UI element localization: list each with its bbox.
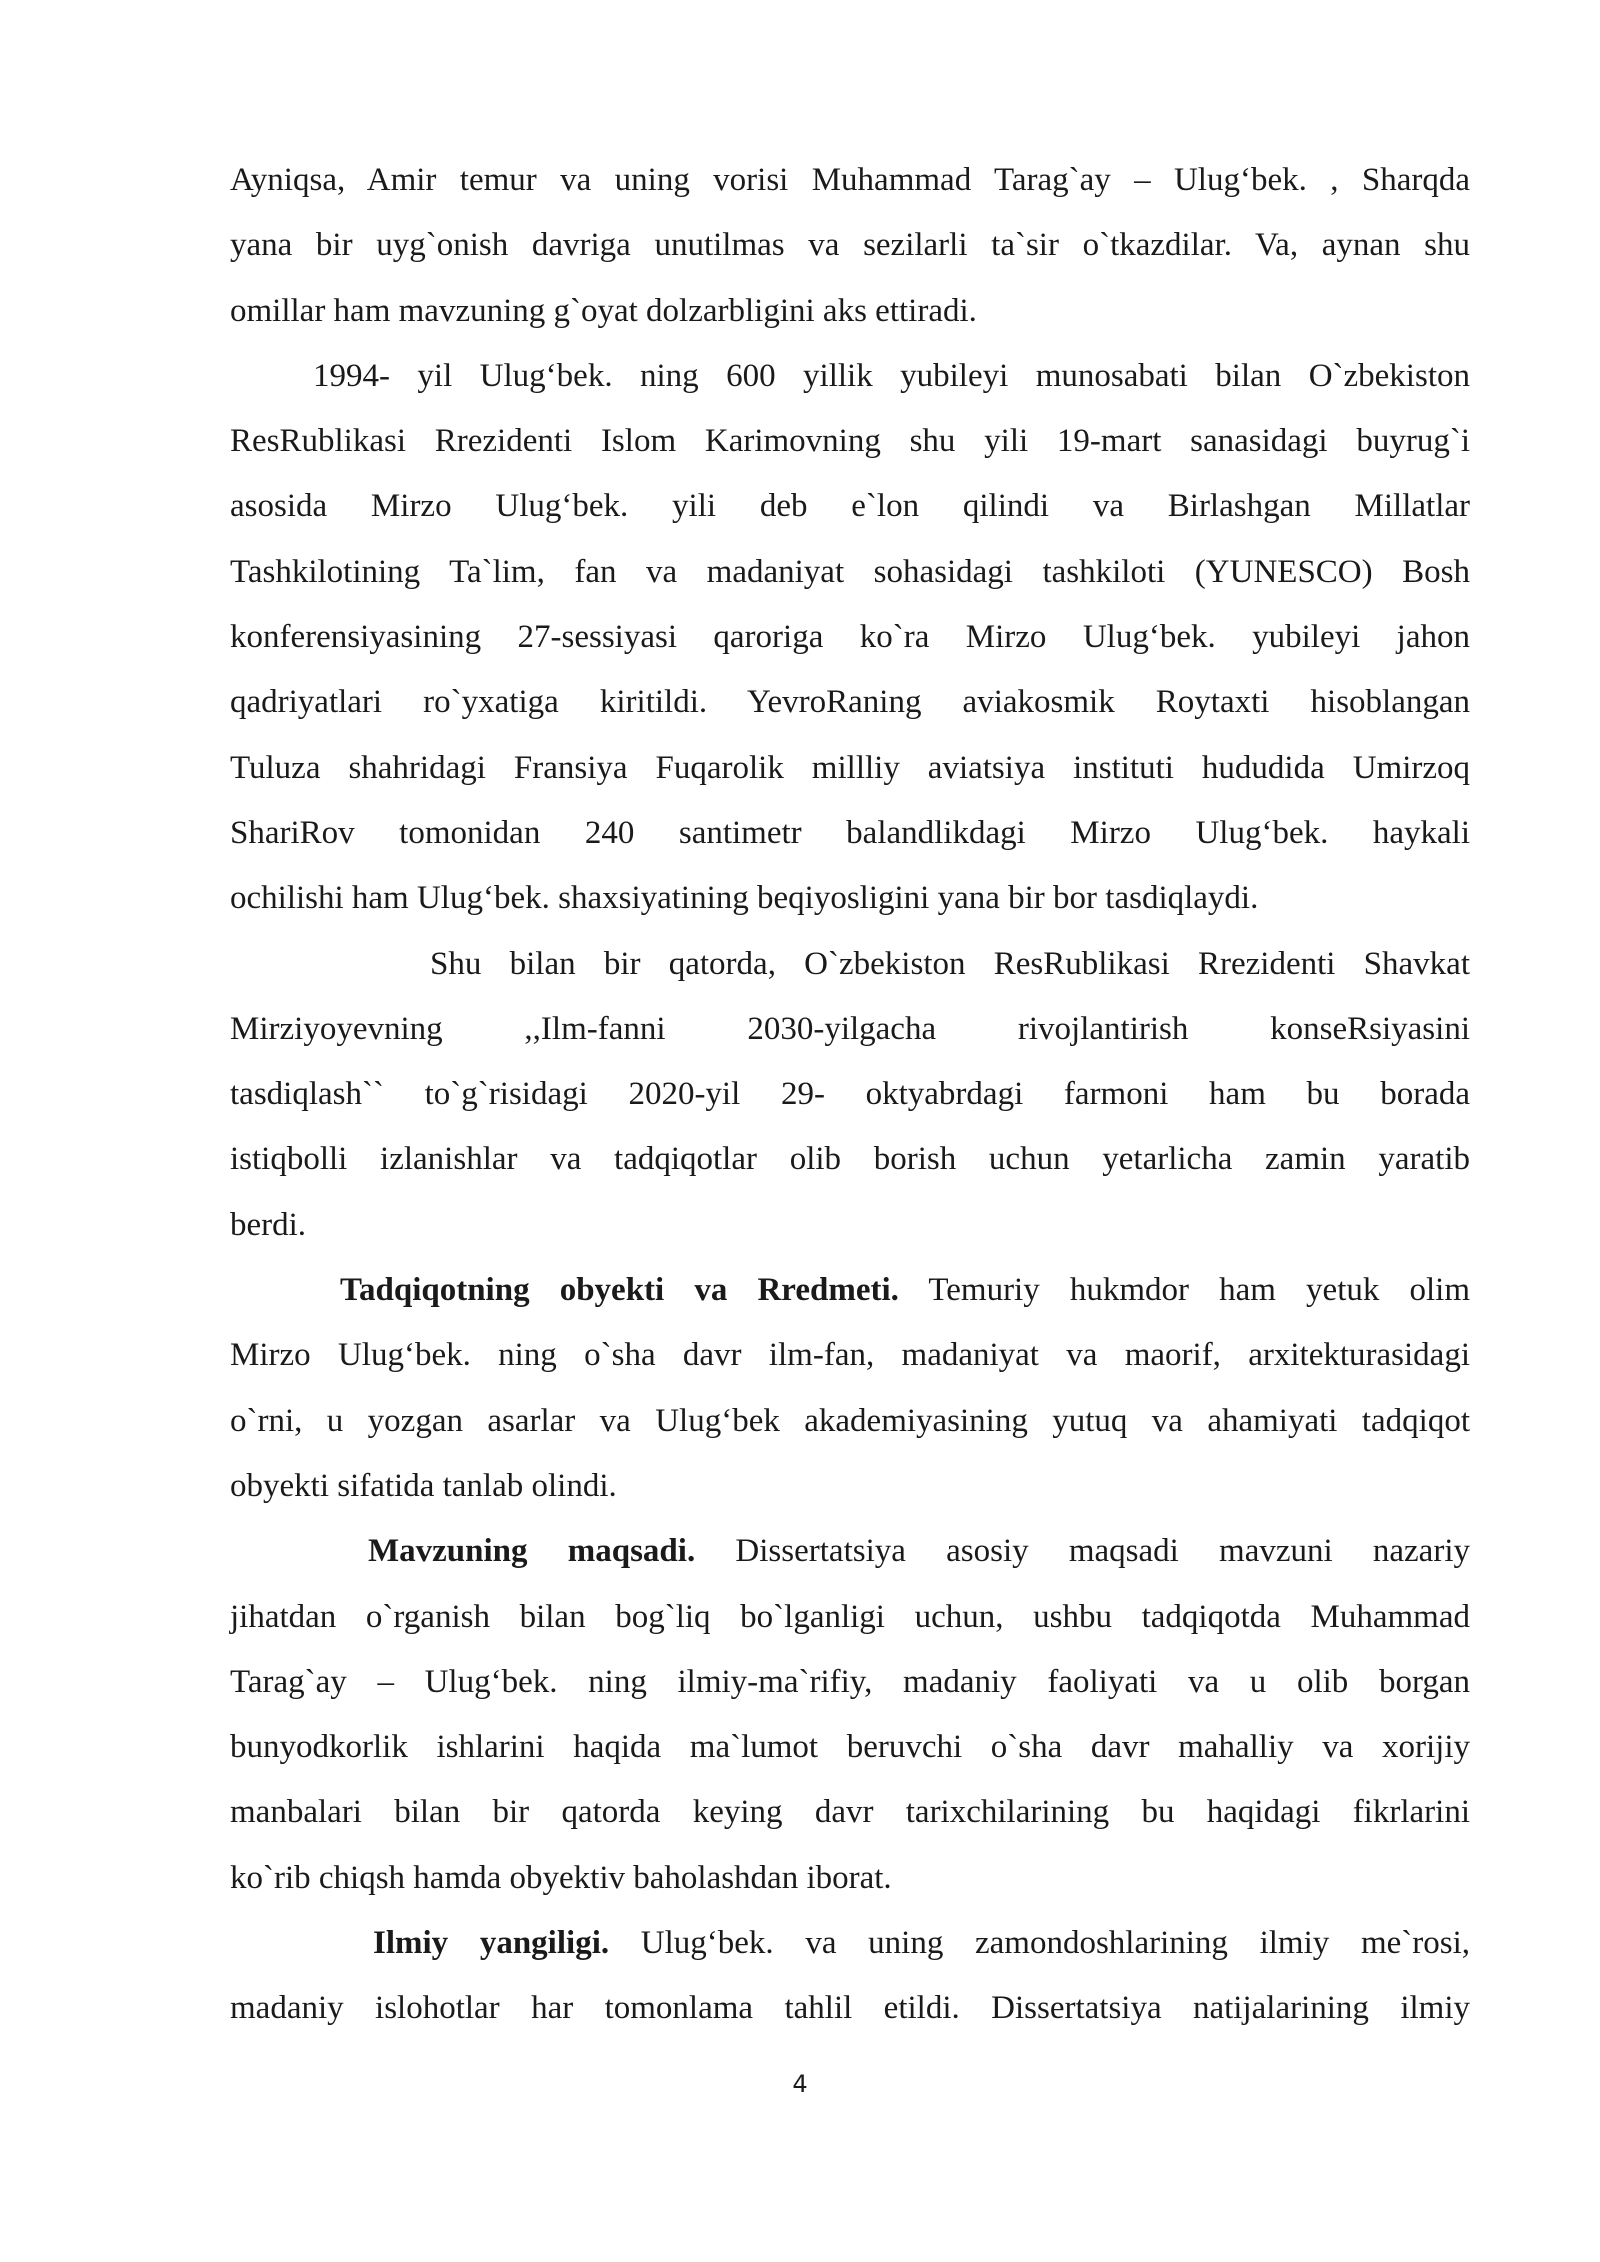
text-line: Ayniqsa, Amir temur va uning vorisi Muhammad Tarag`ay – Ulug‘bek. , Sharqda <box>230 162 1470 198</box>
paragraph-novelty <box>230 1911 1470 2042</box>
text-line: ochilishi ham Ulug‘bek. shaxsiyatining beqiyosligini yana bir bor tasdiqlaydi. <box>230 880 1259 917</box>
text-line: konferensiyasining 27-sessiyasi qaroriga ko`ra Mirzo Ulug‘bek. yubileyi jahon <box>230 619 1470 656</box>
text-line: manbalari bilan bir qatorda keying davr tarixchilarining bu haqidagi fikrlarini <box>230 1794 1470 1831</box>
paragraph-decree <box>230 932 1470 1258</box>
text-line: Shu bilan bir qatorda, O`zbekiston ResRublikasi Rrezidenti Shavkat <box>430 945 1470 982</box>
text-line: tasdiqlash`` to`g`risidagi 2020-yil 29- oktyabrdagi farmoni ham bu borada <box>230 1076 1470 1113</box>
heading-line-text: Temuriy hukmdor ham yetuk olim <box>898 1272 1470 1309</box>
text-line: istiqbolli izlanishlar va tadqiqotlar olib borish uchun yetarlicha zamin yaratib <box>230 1141 1470 1178</box>
paragraph-goal <box>230 1519 1470 1911</box>
paragraph-1994-jubilee <box>230 344 1470 932</box>
text-line: bunyodkorlik ishlarini haqida ma`lumot beruvchi o`sha davr mahalliy va xorijiy <box>230 1729 1470 1766</box>
text-line: obyekti sifatida tanlab olindi. <box>230 1467 617 1504</box>
heading-line-text: Ulug‘bek. va uning zamondoshlarining ilmiy me`rosi, <box>609 1925 1470 1962</box>
text-line: berdi. <box>230 1206 307 1243</box>
paragraph-intro <box>230 148 1470 344</box>
heading-line-text: Dissertatsiya asosiy maqsadi mavzuni nazariy <box>695 1533 1470 1570</box>
text-line: asosida Mirzo Ulug‘bek. yili deb e`lon qilindi va Birlashgan Millatlar <box>230 488 1470 525</box>
text-line: Mirziyoyevning ,,Ilm-fanni 2030-yilgacha rivojlantirish konseRsiyasini <box>230 1010 1470 1047</box>
text-line: ResRublikasi Rrezidenti Islom Karimovning shu yili 19-mart sanasidagi buyrug`i <box>230 423 1470 460</box>
text-line: ko`rib chiqsh hamda obyektiv baholashdan iborat. <box>230 1859 892 1896</box>
text-line: ShariRov tomonidan 240 santimetr balandlikdagi Mirzo Ulug‘bek. haykali <box>230 814 1470 851</box>
text-line: 1994- yil Ulug‘bek. ning 600 yillik yubileyi munosabati bilan O`zbekiston <box>313 357 1470 394</box>
body-text <box>230 148 1470 2042</box>
text-line <box>230 1258 1470 1323</box>
section-heading: Tadqiqotning obyekti va Rredmeti. <box>340 1272 899 1309</box>
page-number: 4 <box>792 2070 808 2098</box>
section-heading: Mavzuning maqsadi. <box>368 1533 696 1570</box>
text-line: Mirzo Ulug‘bek. ning o`sha davr ilm-fan, madaniyat va maorif, arxitekturasidagi <box>230 1337 1470 1374</box>
text-line: qadriyatlari ro`yxatiga kiritildi. YevroRaning aviakosmik Roytaxti hisoblangan <box>230 684 1470 721</box>
text-line: madaniy islohotlar har tomonlama tahlil etildi. Dissertatsiya natijalarining ilmiy <box>230 1990 1470 2027</box>
paragraph-research-object <box>230 1258 1470 1519</box>
text-line: Tarag`ay – Ulug‘bek. ning ilmiy-ma`rifiy, madaniy faoliyati va u olib borgan <box>230 1663 1470 1700</box>
text-line: Tashkilotining Ta`lim, fan va madaniyat sohasidagi tashkiloti (YUNESCO) Bosh <box>230 553 1470 590</box>
text-line: jihatdan o`rganish bilan bog`liq bo`lganligi uchun, ushbu tadqiqotda Muhammad <box>230 1598 1470 1635</box>
text-line: omillar ham mavzuning g`oyat dolzarbligini aks ettiradi. <box>230 292 977 329</box>
section-heading: Ilmiy yangiligi. <box>373 1925 610 1962</box>
text-line: Tuluza shahridagi Fransiya Fuqarolik millliy aviatsiya instituti hududida Umirzoq <box>230 749 1470 786</box>
text-line: yana bir uyg`onish davriga unutilmas va sezilarli ta`sir o`tkazdilar. Va, aynan shu <box>230 227 1470 264</box>
text-line <box>230 1911 1470 1976</box>
text-line: o`rni, u yozgan asarlar va Ulug‘bek akademiyasining yutuq va ahamiyati tadqiqot <box>230 1402 1470 1439</box>
text-line <box>230 1519 1470 1584</box>
